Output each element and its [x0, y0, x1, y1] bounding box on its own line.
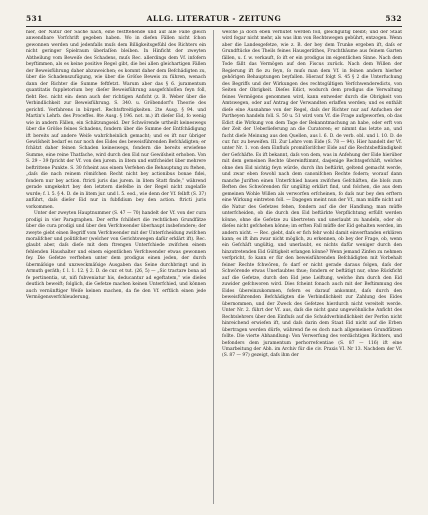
left-column	[26, 30, 206, 504]
running-header	[26, 11, 402, 25]
left-paragraph-1: hier, der Natur der Sache nach, eine festftehende und auf alle Fälle gleich anwendbare Vorfchrift gegeben haben. Wo in diefen Fällen nicht ſchon gewonnen werden und jedenfalls muſs dem Billigkeitsgefühl des Richters ein nicht geringer Spielraum überlaſſen bleiben. In Hinficht der zweyten Abtheilung vom Beweiſe des Schadens, muſs Rec. allerdings dem Vf. infofern beyftimmen, als es keine positive Regel gibt, die bei allen gleichartigen Fällen der Beweisführung daher abzuweichen; es kommt daher dem Befchädigten zu, über die Schadenszufügung, wie über die Gröſse Beweis zu führen, wenach dann der Richter die Summe feftfetzt. Warum aber das § 6. juramentum quantitatis fuppletorium bey dieſer Beweisführung ausgefchloſſen feyn foll, fieht Rec. nicht ein: denn auch der richtigen Anficht (z. B. Weber über die Verbindlichkeit zur Beweisführung. S. 340. u. Gröbendorf's Theorie des gerichtl. Verfahrens in bürgerl. Rechtsftreitigkeiten. 2te Ausg. § 94. und Martin's Lehrb. des Proceffes. 8te Ausg. § 196. not. m.) ift dieſer Eid, fo wenig wie in andern Fällen, ein Schätzungseid. Der Schwörende urtheilt keineswegs über die Gröſse feines Schadens, fondern über die Summe der Entfchädigung ift bereits auf andere Weiſe wahrſcheinlich gemacht; und es ift nur übriger Gewiſsheit bedarf es nur noch des Eides des beweisführenden Befchädigten; er fchätzt daher feinen Schaden keineswegs, fondern die bereits erwiefene Summe, eine reine Thatfache, wird durch den Eid nur Gewiſsheit erhoben. Von S. 29 – 39 fpricht der Vf. von den jurem. in litem und entfcheidet über mehrere beftrittene Punkte. S. 30 fcheint aus einem Verfehen die Behauptung zu ftehen, „daſs die nach reinem römifchen Recht nicht bey actionibus bonae fidei, fondern nur bey action. ftricti juris das jurem. in litem Statt finde,“ während gerade umgekehrt bey den letztern diefelbe in der Regel nicht zugelaſſe wurde; f. l. 5. § 4. D. de in litem jur. und l. 5. eod., wie denn der Vf. felbft (S. 37) anführt, daſs dieſer Eid nur in fubfidium bey den action. ftricti juris vorkommen.	[26, 30, 206, 210]
right-column	[222, 30, 402, 504]
publication-title: ALLG. LITERATUR - ZEITUNG	[146, 13, 282, 23]
right-paragraph-1: welche ja doch eben verhütet werden foll, gleichgültig bleibt; und der Staat wird fogar nicht mehr, als was ihm von Rechtswegen gebührt, entzogen. Wenn aber die Landesgefetze, wie z. B. der bey dem Trunke ergeben ift, daſs er Grundftücke des Theils feines Hausgeräthes, Fruchtbäume aus feinem Garten fällen, u. f. w. verkauft, ſo ift er ein prodigus im eigentlichen Sinne. Nach dem Tode fällt das Vermögen auf den Fiscus zurück. Nach dem Willen der Regierung ift fie zu feyn, ſo muſs man dem Vf. in feinen andern hierher gehörigen Behauptungen beyfallen. Hierauf folgt S. 45 § 2 die Unterfuchung des Begriffs und der Wirkungen des rechtsgültigen Verfchwenderedicts, von Seiten der Obrigkeit. Dieſes Edict, wodurch dem prodigus die Verwaltung feines Vermögens genommen wird, kann entweder durch die Obrigkeit von Amtswegen, oder auf Antrag der Verwandten erlaffen werden; und es enthält dieſe eine Ausnahme von der Regel, daſs der Richter nur auf Anfuchen der Partheyen handeln foll. S. 50 u. 51 wird vom Vf. die Frage aufgeworfen, ob das Edict die Wirkung von dem Tage der Bekanntmachung an habe, oder erft von der Zeit der Ueberlieferung an die Curatoren; er nimmt das letzte an, und fucht dieſe Meinung aus den Quellen, aus l. 6. D. de verb. obl. und l. 10. D. de cur. fur. zu beweifen. III. Zur Lehre vom Eide (S. 78 — 94). Hier handelt der Vf. unter Nr. 1. von dem Einfluſs promiſſorifcher Eide auf die Rechtsbeftändigkeit der Gefchäfte. Es ift bekannt, daſs von dem, was in Anfehung der Eide hierüber mit dem gemeinen Rechte übereinftimmt, dasjenige Rechtsgefchäft, welches ohne den Eid nichtig feyn würde, durch ihn beftärkt, geltend gemacht werde, und zwar eben fowohl nach dem canonifchen Rechte fodern; worauf dann manche Juriften einen Unterfchied bauen zwifchen Gefchäften, die bloſs zum Beften des Schwörenden für ungültig erklärt find, und folchen, die aus dem gemeinen Wohle Willen als verworfen erfcheinen, fo daſs nur bey den erftern eine Wirkung eintreten foll. — Dagegen meint nun der Vf., man müffe nicht auf die Natur des Gefetzes fehen, fondern auf die der Handlung; man müffe unterfcheiden, ob die durch den Eid beftärkte Verpflichtung erfüllt werden könne, ohne die Gefetze zu übertreten und unerlaubt zu handeln, oder ob dieſes nicht gefchehen könne; im erften Fall müffe der Eid gehalten werden, im andern nicht. — Rec. giebt, daſs er fich fehr wohl damit einverftanden erklären kann; es ift ihm zwar nicht möglich, zu erkennen, ob bey der Frage, ob, wenn ein Gefchäft ungültig, und unerlaubt, ex nichts dafür weniger durch den hinzutretenden Eid Gültigkeit erlangen könne? Wenn jemand Zinfen zu nehmen verfpricht, fo kann er für den beweisführenden Befchädigten mit Vorbehalt feiner Rechte fchwören, fo darf er nicht gerade daraus folgen, daſs der Schwörende etwas Unerlaubtes thue; fondern er beftätigt nur, ohne Rückficht auf die Gefetze, durch den Eid jene Leiftung, welche ihm durch den Eid zuwider gefchworen wird. Dies fcheint fonach auch mit der Beftimmung des Eides übereinzukommen, fofern es darauf ankommt, daſs durch den beweisführenden Befchädigten die Verbindlichkeit zur Zahlung des Eides übernommen, und der Zweck des Gefetzes hierdurch nicht vereitelt werde. Unter Nr. 2. führt der Vf. aus, daſs die nicht ganz ungewöhnliche Anficht des Rechtslehrers über den Einfluſs auf die Schuldverbindlichkeit der Perfon nicht hinreichend erwiefen ift, und daſs darin dem Staat Eid nicht auf die Erben übertragen werden dürfe, während fie es doch nach allgemeinen Grundfätzen follte. Die vierte Abhandlung: Von Verwerfung des verdächtigen Richters, und befonders dem juramentum perhorrefcentiae (S. 87 — 116) ift eine Umarbeitung der Abh. im Archiv für die civ. Praxis VI. Nr 13. Nachdem der Vf. (S. 87 — 97) gezeigt, dafs ihm der	[222, 30, 402, 359]
right-page-number: 532	[385, 13, 402, 23]
left-paragraph-2: Unter der zweyten Hauptnummer (S. 47 — 70) handelt der Vf. von der cura prodigi in vier Paragraphen. Der erfte fchildert die rechtlichen Grundfätze über die cura prodigi und über den Verfchwender überhaupt insbefondere; der zweyte giebt einen Begriff vom Verfchwender mit der Unterfcheidung zwifchen moralifcher und politifcher (welcher von Gerichtswegen dafür erklärt ift). Rec. glaubt aber, daſs dieſe mit dem ftrengen Unterfchiede zwifchen einem fehlenden Haushalter und einem eigentlichen Verfchwender etwas gewonnen fey. Die Gefetze verftehen unter dem prodigus einen jeden, der durch übermäſsige und unzweckmäſsige Ausgaben das Seine durchbringt und in Armuth geräth; f. l. 1. 12. § 2. D. de cur. et tut. (26, 5) — „Sic tractare bona ad fe pertinentia, ut, nifi fubveniatur his, deducantur ad egeftatem,“ wie dieſes deutlich beweift; folglich, die Gefetze machen keinen Unterfchied, und können auch vernünftiger Weiſe keinen machen, da fie den Vf. erftlich einen jede Vermögensverfchleuderung,	[26, 211, 206, 301]
left-page-number: 531	[26, 13, 43, 23]
header-rule	[26, 26, 402, 27]
column-divider	[213, 30, 214, 504]
